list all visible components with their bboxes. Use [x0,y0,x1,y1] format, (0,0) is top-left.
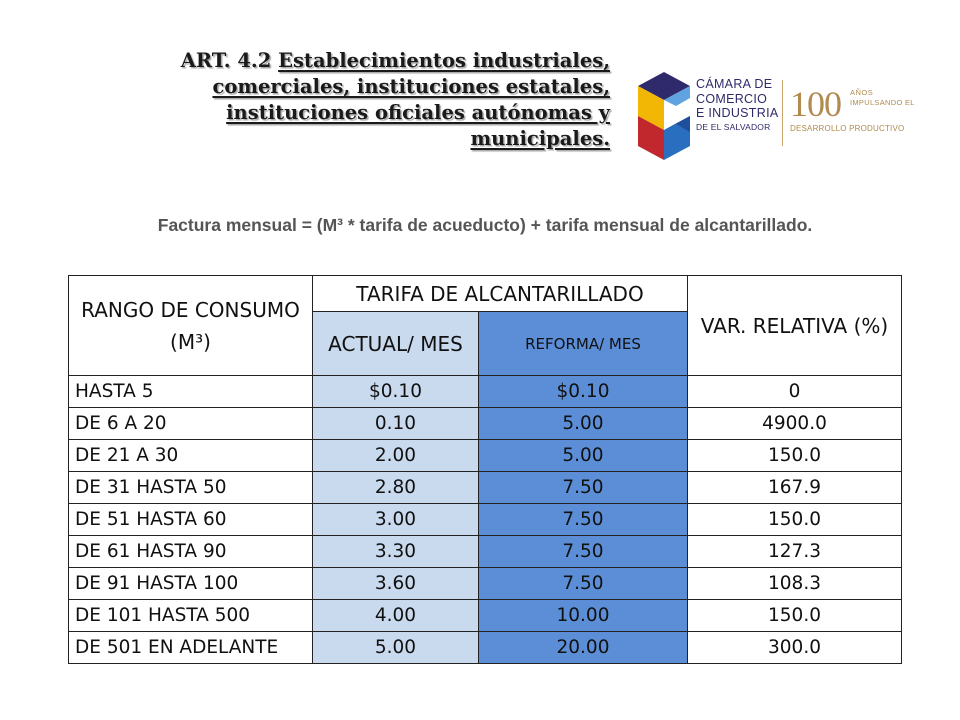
reform-cell: 5.00 [479,440,688,472]
relative-change-cell: 4900.0 [688,408,902,440]
relative-change-cell: 150.0 [688,504,902,536]
table-row [69,504,902,536]
current-cell: $0.10 [313,376,479,408]
header-current-monthly: ACTUAL/ MES [313,312,479,376]
header-sewer-tariff: TARIFA DE ALCANTARILLADO [313,276,688,312]
reform-cell: 7.50 [479,536,688,568]
reform-cell: 7.50 [479,504,688,536]
current-cell: 3.60 [313,568,479,600]
slide-title [90,48,610,152]
current-cell: 4.00 [313,600,479,632]
current-cell: 5.00 [313,632,479,664]
anniversary-number: 100 [790,84,841,124]
table-row [69,376,902,408]
current-cell: 2.00 [313,440,479,472]
header-consumption-range: RANGO DE CONSUMO (M³) [69,276,313,376]
range-cell: DE 101 HASTA 500 [69,600,313,632]
article-description: Establecimientos industriales, comerciales, instituciones estatales, instituciones oficiales autónomas y municipales. [212,49,610,150]
range-cell: DE 31 HASTA 50 [69,472,313,504]
range-cell: HASTA 5 [69,376,313,408]
billing-formula: Factura mensual = (M³ * tarifa de acueducto) + tarifa mensual de alcantarillado. [157,215,813,235]
reform-cell: 10.00 [479,600,688,632]
header-relative-change: VAR. RELATIVA (%) [688,276,902,376]
range-cell: DE 61 HASTA 90 [69,536,313,568]
relative-change-cell: 167.9 [688,472,902,504]
relative-change-cell: 127.3 [688,536,902,568]
range-cell: DE 6 A 20 [69,408,313,440]
table-row [69,600,902,632]
logo-wordmark [696,77,796,133]
range-cell: DE 501 EN ADELANTE [69,632,313,664]
reform-cell: 7.50 [479,472,688,504]
table-row [69,440,902,472]
header-reform-monthly: REFORMA/ MES [479,312,688,376]
relative-change-cell: 108.3 [688,568,902,600]
relative-change-cell: 150.0 [688,440,902,472]
table-row [69,472,902,504]
reform-cell: 20.00 [479,632,688,664]
logo-line-2: COMERCIO [696,91,768,106]
logo-line-1: CÁMARA DE [696,77,773,91]
reform-cell: 7.50 [479,568,688,600]
article-number: ART. 4.2 [180,49,272,72]
current-cell: 2.80 [313,472,479,504]
table-row [69,568,902,600]
logo-line-4: DE EL SALVADOR [696,121,771,132]
current-cell: 0.10 [313,408,479,440]
anniversary-tagline-1: IMPULSANDO EL [850,98,915,107]
range-cell: DE 91 HASTA 100 [69,568,313,600]
relative-change-cell: 0 [688,376,902,408]
current-cell: 3.00 [313,504,479,536]
current-cell: 3.30 [313,536,479,568]
logo-divider [782,80,783,146]
range-cell: DE 51 HASTA 60 [69,504,313,536]
relative-change-cell: 150.0 [688,600,902,632]
range-cell: DE 21 A 30 [69,440,313,472]
relative-change-cell: 300.0 [688,632,902,664]
table-row [69,536,902,568]
table-row [69,408,902,440]
anniversary-tagline-2: DESARROLLO PRODUCTIVO [790,124,905,133]
reform-cell: 5.00 [479,408,688,440]
table-row [69,632,902,664]
reform-cell: $0.10 [479,376,688,408]
tariff-table [68,275,902,664]
anniversary-years-word: AÑOS [850,88,874,97]
logo-line-3: E INDUSTRIA [696,106,779,120]
